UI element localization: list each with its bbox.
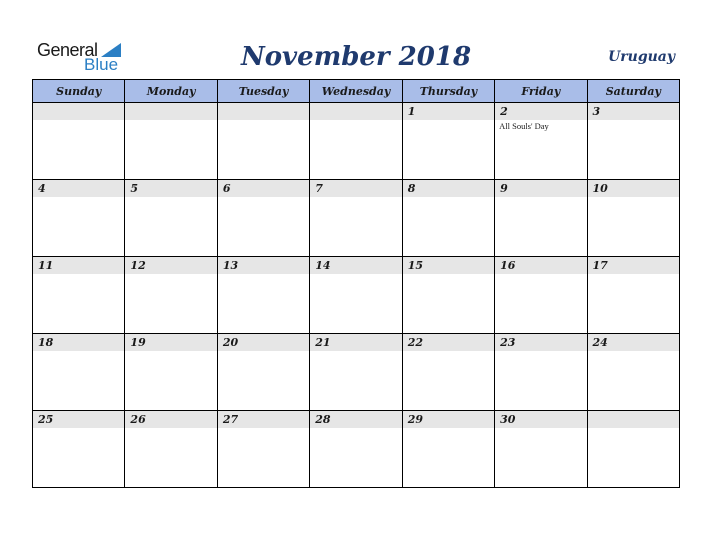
day-number: 17 bbox=[592, 259, 608, 272]
day-cell bbox=[33, 257, 125, 334]
day-number-band bbox=[218, 257, 309, 274]
day-cell bbox=[402, 334, 494, 411]
day-cell bbox=[33, 334, 125, 411]
day-number: 10 bbox=[592, 182, 608, 195]
day-cell bbox=[402, 103, 494, 180]
calendar-title: November 2018 bbox=[240, 42, 472, 72]
weekday-header: Tuesday bbox=[217, 80, 309, 103]
week-row bbox=[33, 411, 680, 488]
day-number: 26 bbox=[130, 413, 146, 426]
day-cell bbox=[310, 103, 402, 180]
day-cell bbox=[33, 411, 125, 488]
weekday-header: Monday bbox=[125, 80, 217, 103]
day-cell bbox=[495, 257, 587, 334]
weekday-header: Friday bbox=[495, 80, 587, 103]
holiday-label: All Souls' Day bbox=[499, 121, 549, 131]
weekday-header: Saturday bbox=[587, 80, 679, 103]
day-cell bbox=[125, 257, 217, 334]
day-number: 27 bbox=[222, 413, 239, 426]
weekday-header: Thursday bbox=[402, 80, 494, 103]
day-number-band bbox=[33, 257, 124, 274]
day-number-band bbox=[403, 103, 494, 120]
day-number-band bbox=[588, 411, 679, 428]
week-row bbox=[33, 180, 680, 257]
day-number: 21 bbox=[315, 336, 331, 349]
day-cell bbox=[495, 334, 587, 411]
day-number: 13 bbox=[222, 259, 239, 272]
day-number: 8 bbox=[407, 182, 416, 195]
day-number-band bbox=[218, 411, 309, 428]
day-number: 2 bbox=[500, 105, 508, 118]
country-label: Uruguay bbox=[608, 49, 675, 65]
day-number-band bbox=[403, 257, 494, 274]
day-number-band bbox=[125, 180, 216, 197]
week-row bbox=[33, 103, 680, 180]
day-cell bbox=[125, 334, 217, 411]
day-cell bbox=[495, 180, 587, 257]
day-number-band bbox=[33, 180, 124, 197]
week-row bbox=[33, 334, 680, 411]
day-number-band bbox=[588, 334, 679, 351]
day-number-band bbox=[495, 103, 586, 120]
day-cell bbox=[587, 103, 679, 180]
day-cell bbox=[495, 103, 587, 180]
day-number: 23 bbox=[500, 336, 516, 349]
day-number: 18 bbox=[38, 336, 54, 349]
day-cell bbox=[125, 180, 217, 257]
day-cell bbox=[217, 411, 309, 488]
day-cell bbox=[402, 180, 494, 257]
day-number-band bbox=[218, 180, 309, 197]
month-calendar bbox=[32, 79, 680, 488]
day-number: 11 bbox=[38, 259, 54, 272]
day-cell bbox=[587, 180, 679, 257]
day-number: 4 bbox=[38, 182, 46, 195]
day-number-band bbox=[310, 411, 401, 428]
day-cell bbox=[33, 103, 125, 180]
day-cell bbox=[402, 257, 494, 334]
logo-text-general: General bbox=[37, 40, 98, 60]
weekday-header-row bbox=[33, 80, 680, 103]
day-number: 12 bbox=[130, 259, 146, 272]
day-number-band bbox=[588, 103, 679, 120]
day-number-band bbox=[125, 103, 216, 120]
day-number: 29 bbox=[407, 413, 423, 426]
day-cell bbox=[310, 180, 402, 257]
weekday-header: Sunday bbox=[33, 80, 125, 103]
day-cell bbox=[310, 411, 402, 488]
day-number-band bbox=[33, 411, 124, 428]
day-cell bbox=[310, 334, 402, 411]
day-number: 3 bbox=[592, 105, 601, 118]
day-cell bbox=[402, 411, 494, 488]
day-number-band bbox=[403, 180, 494, 197]
day-number-band bbox=[310, 103, 401, 120]
weekday-header: Wednesday bbox=[310, 80, 402, 103]
day-cell bbox=[587, 257, 679, 334]
day-number-band bbox=[495, 334, 586, 351]
day-cell bbox=[125, 103, 217, 180]
day-number-band bbox=[495, 411, 586, 428]
day-cell bbox=[125, 411, 217, 488]
day-number-band bbox=[310, 180, 401, 197]
day-number-band bbox=[310, 334, 401, 351]
day-number-band bbox=[310, 257, 401, 274]
day-cell bbox=[587, 411, 679, 488]
day-number: 16 bbox=[500, 259, 516, 272]
day-number: 15 bbox=[407, 259, 423, 272]
day-cell bbox=[495, 411, 587, 488]
day-number-band bbox=[125, 334, 216, 351]
day-number: 7 bbox=[315, 182, 323, 195]
day-number-band bbox=[403, 411, 494, 428]
day-cell bbox=[33, 180, 125, 257]
day-number: 30 bbox=[500, 413, 516, 426]
day-number: 22 bbox=[407, 336, 423, 349]
day-number-band bbox=[218, 334, 309, 351]
day-cell bbox=[587, 334, 679, 411]
day-number: 20 bbox=[222, 336, 239, 349]
day-cell bbox=[217, 334, 309, 411]
day-cell bbox=[217, 257, 309, 334]
day-number-band bbox=[403, 334, 494, 351]
day-number-band bbox=[495, 257, 586, 274]
day-number: 6 bbox=[222, 182, 231, 195]
day-number-band bbox=[33, 103, 124, 120]
day-number: 1 bbox=[407, 105, 416, 118]
day-number-band bbox=[588, 180, 679, 197]
day-number: 14 bbox=[315, 259, 331, 272]
day-number: 28 bbox=[315, 413, 331, 426]
day-cell bbox=[217, 103, 309, 180]
day-number: 19 bbox=[130, 336, 146, 349]
day-number-band bbox=[33, 334, 124, 351]
day-number-band bbox=[125, 257, 216, 274]
day-number-band bbox=[495, 180, 586, 197]
logo-text-blue: Blue bbox=[84, 55, 119, 74]
week-row bbox=[33, 257, 680, 334]
day-number: 5 bbox=[130, 182, 139, 195]
day-cell bbox=[310, 257, 402, 334]
day-number-band bbox=[125, 411, 216, 428]
day-number: 25 bbox=[38, 413, 54, 426]
day-number-band bbox=[218, 103, 309, 120]
day-number: 9 bbox=[500, 182, 508, 195]
day-number: 24 bbox=[592, 336, 608, 349]
day-number-band bbox=[588, 257, 679, 274]
day-cell bbox=[217, 180, 309, 257]
